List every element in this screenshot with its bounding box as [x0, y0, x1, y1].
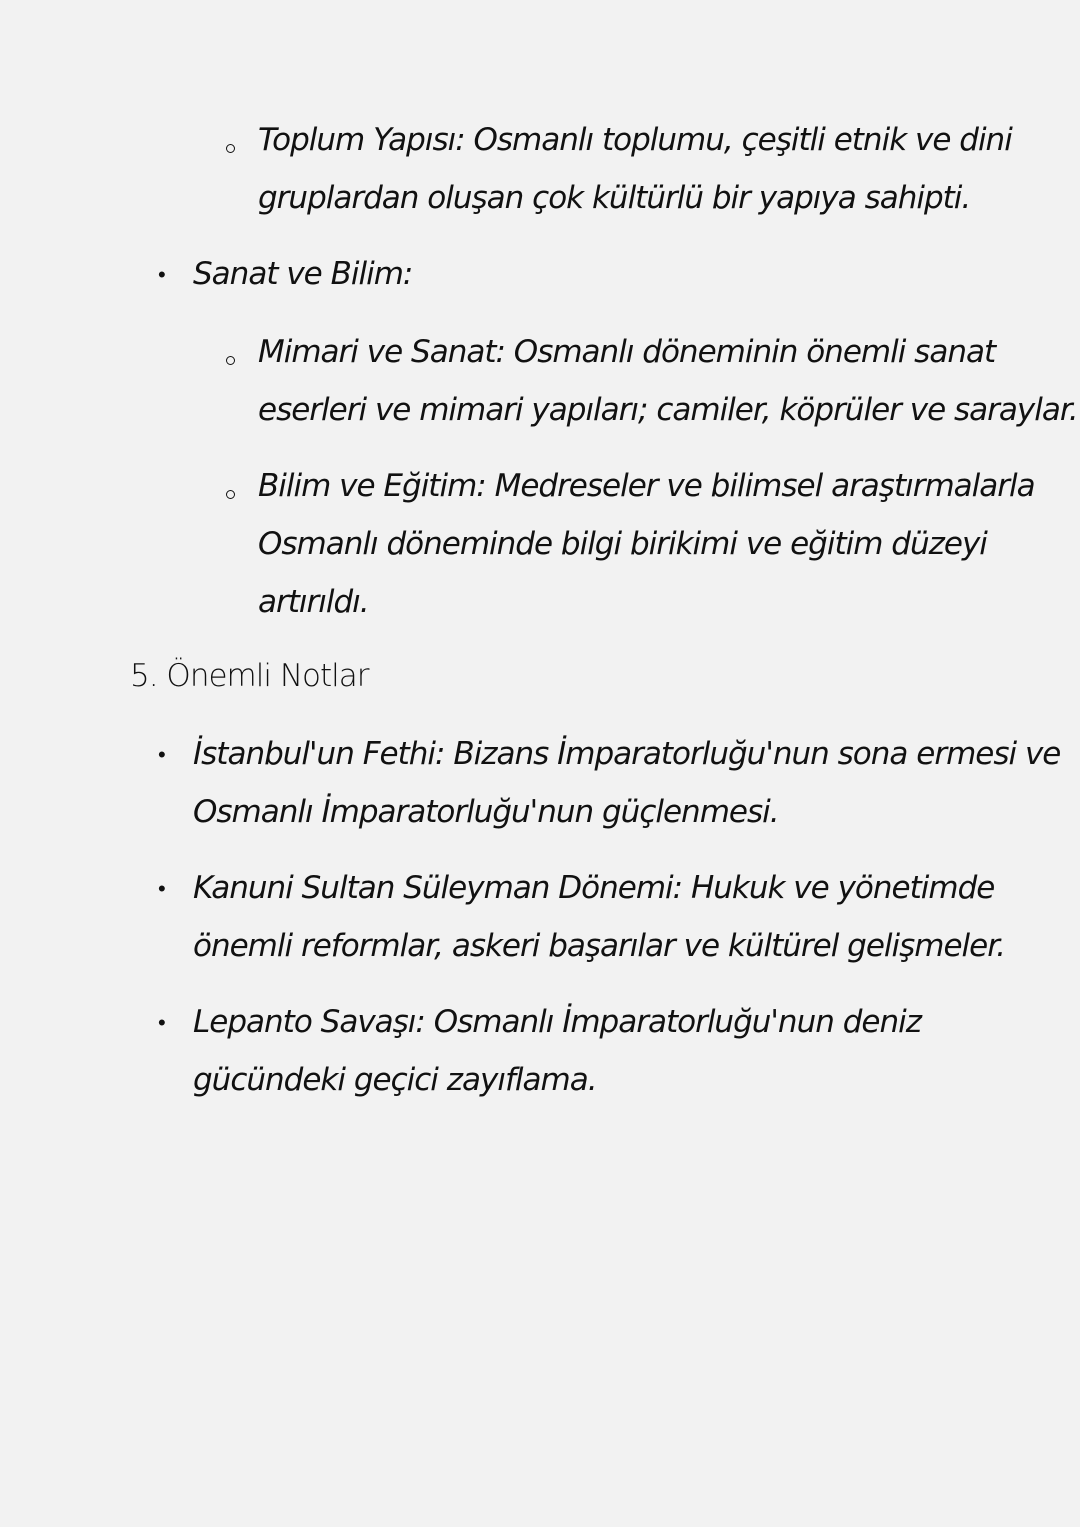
istanbul-line-1: İstanbul'un Fethi: Bizans İmparatorluğu'nun sona ermesi ve	[193, 736, 1061, 772]
bilim-line-1: Bilim ve Eğitim: Medreseler ve bilimsel araştırmalarla	[258, 468, 1035, 504]
mimari-line-2: eserleri ve mimari yapıları; camiler, köprüler ve saraylar.	[258, 392, 1078, 428]
section-heading-5: 5. Önemli Notlar	[130, 658, 369, 694]
istanbul-line-2: Osmanlı İmparatorluğu'nun güçlenmesi.	[193, 794, 779, 830]
circle-bullet-icon	[226, 490, 235, 499]
bilim-line-2: Osmanlı döneminde bilgi birikimi ve eğitim düzeyi	[258, 526, 987, 562]
bullet-icon: •	[158, 1011, 166, 1036]
circle-bullet-icon	[226, 144, 235, 153]
lepanto-line-2: gücündeki geçici zayıflama.	[193, 1062, 597, 1098]
toplum-line-2: gruplardan oluşan çok kültürlü bir yapıya sahipti.	[258, 180, 971, 216]
bullet-icon: •	[158, 263, 166, 288]
sanat-heading: Sanat ve Bilim:	[193, 256, 413, 292]
toplum-line-1: Toplum Yapısı: Osmanlı toplumu, çeşitli etnik ve dini	[258, 122, 1012, 158]
lepanto-line-1: Lepanto Savaşı: Osmanlı İmparatorluğu'nun deniz	[193, 1004, 921, 1040]
bullet-icon: •	[158, 877, 166, 902]
mimari-line-1: Mimari ve Sanat: Osmanlı döneminin önemli sanat	[258, 334, 996, 370]
kanuni-line-1: Kanuni Sultan Süleyman Dönemi: Hukuk ve yönetimde	[193, 870, 995, 906]
bullet-icon: •	[158, 743, 166, 768]
kanuni-line-2: önemli reformlar, askeri başarılar ve kültürel gelişmeler.	[193, 928, 1005, 964]
circle-bullet-icon	[226, 356, 235, 365]
bilim-line-3: artırıldı.	[258, 584, 369, 620]
